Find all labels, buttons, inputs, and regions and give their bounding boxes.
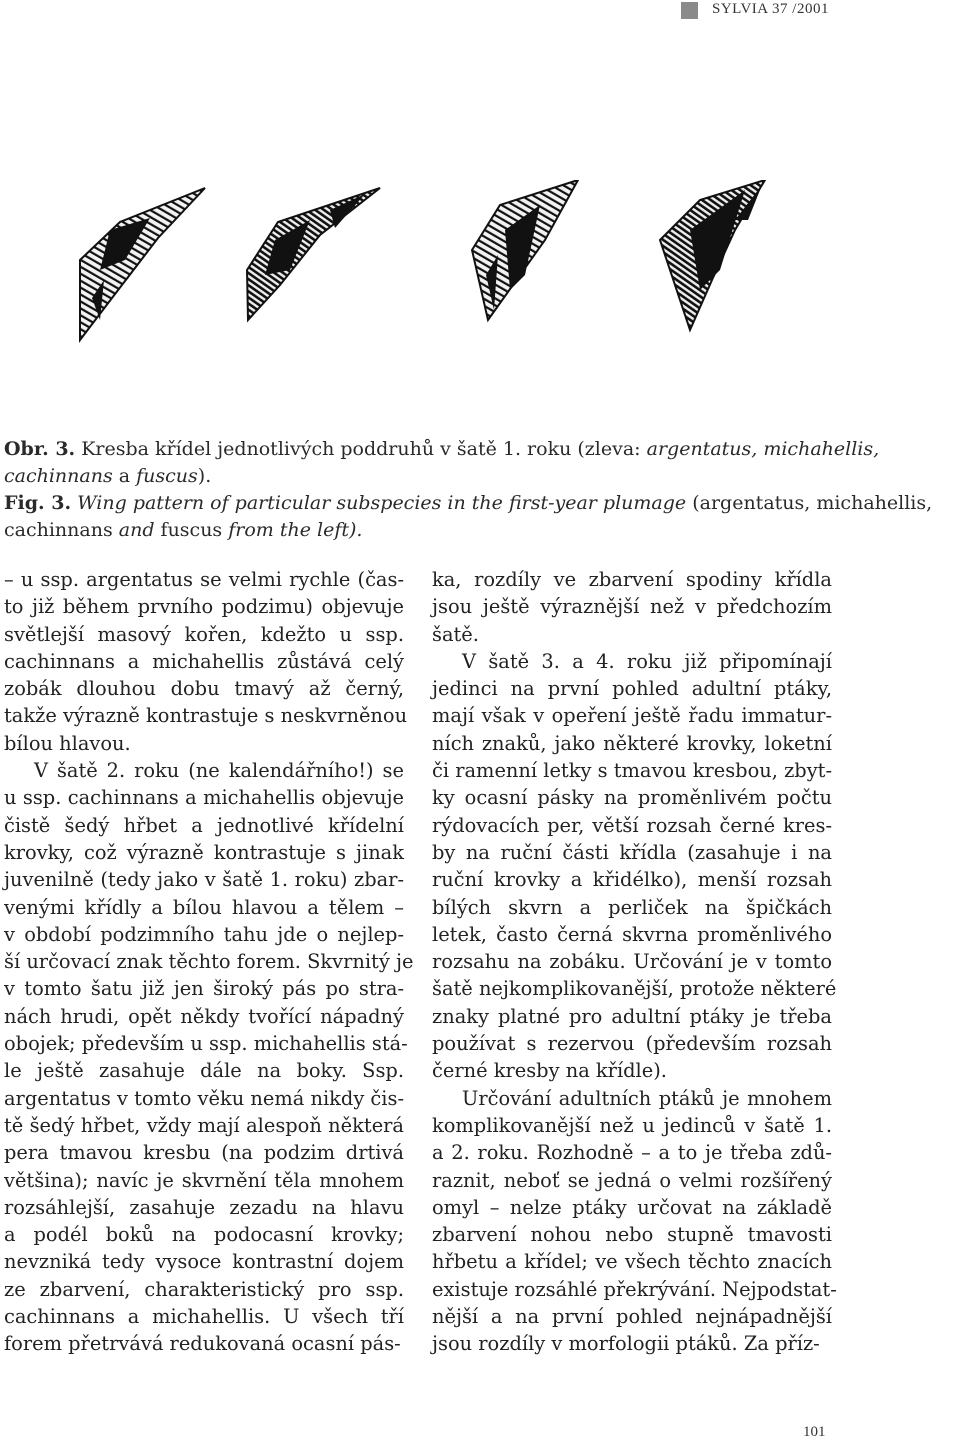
left-column <box>4 566 414 1358</box>
text-line: tě šedý hřbet, vždy mají alespoň některá <box>4 1113 404 1137</box>
wing-illustrations <box>0 180 960 410</box>
text-line: by na ruční části křídla (zasahuje i na <box>432 840 832 864</box>
text-line: v tomto šatu již jen široký pás po stra- <box>4 977 404 1001</box>
caption-czech-italic: cachinnans <box>4 465 113 487</box>
text-line: takže výrazně kontrastuje s neskvrněnou <box>4 704 408 728</box>
text-line: používat s rezervou (především rozsah <box>432 1032 832 1056</box>
text-line: krovky, což výrazně kontrastuje s jinak <box>4 840 404 864</box>
text-line: většina); navíc je skvrnění těla mnohem <box>4 1168 404 1192</box>
text-line: to již během prvního podzimu) objevuje <box>4 595 404 619</box>
wing-fuscus <box>660 180 765 330</box>
text-line: nevzniká tedy vysoce kontrastní dojem <box>4 1250 404 1274</box>
text-line: venými křídly a bílou hlavou a tělem – <box>4 895 404 919</box>
caption-english-italic: Wing pattern of particular subspecies in the first-year plumage <box>71 492 687 514</box>
wing-michahellis <box>247 188 380 320</box>
text-line: čistě šedý hřbet a jednotlivé křídelní <box>4 813 404 837</box>
text-line: komplikovanější než u jedinců v šatě 1. <box>432 1113 832 1137</box>
caption-english-text: fuscus <box>154 519 229 541</box>
text-line: rýdovacích per, větší rozsah černé kres- <box>432 813 832 837</box>
text-line: či ramenní letky s tmavou kresbou, zbyt- <box>432 759 833 783</box>
text-line: argentatus v tomto věku nemá nikdy čis- <box>4 1086 404 1110</box>
text-line: světlejší masový kořen, kdežto u ssp. <box>4 622 404 646</box>
text-line: černé kresby na křídle). <box>432 1059 667 1083</box>
wing-cachinnans <box>472 180 578 320</box>
text-line: Určování adultních ptáků je mnohem <box>462 1086 832 1110</box>
text-line: bílou hlavou. <box>4 731 131 755</box>
caption-english <box>4 490 934 544</box>
text-line: šatě. <box>432 622 479 646</box>
wing-figure <box>0 180 960 410</box>
text-line: jedinci na první pohled adultní ptáky, <box>432 677 832 701</box>
text-line: jsou rozdíly v morfologii ptáků. Za příz- <box>432 1332 820 1356</box>
caption-english-italic: and <box>118 519 155 541</box>
caption-czech-italic: argentatus, michahellis, <box>646 438 880 460</box>
text-line: nější a na první pohled nejnápadnější <box>432 1305 832 1329</box>
text-line: mají však v opeření ještě řadu immatur- <box>432 704 832 728</box>
text-line: znaky platné pro adultní ptáky je třeba <box>432 1004 832 1028</box>
text-line: V šatě 3. a 4. roku již připomínají <box>462 649 832 673</box>
right-column <box>432 566 837 1358</box>
caption-english-italic: from the left). <box>228 519 363 541</box>
caption-english-label: Fig. 3. <box>4 492 72 514</box>
caption-english-text: cachinnans <box>4 519 119 541</box>
figure-caption <box>4 436 934 544</box>
page-number: 101 <box>803 1424 826 1440</box>
wing-argentatus <box>80 188 205 340</box>
text-line: zbarvení nohou nebo stupně tmavosti <box>432 1223 832 1247</box>
text-line: u ssp. cachinnans a michahellis objevuje <box>4 786 404 810</box>
text-line: raznit, neboť se jedná o velmi rozšířený <box>432 1168 832 1192</box>
text-line: šatě nejkomplikovanější, protože některé <box>432 977 837 1001</box>
text-line: pera tmavou kresbu (na podzim drtivá <box>4 1141 404 1165</box>
text-line: ší určovací znak těchto forem. Skvrnitý je <box>4 950 414 974</box>
text-line: – u ssp. argentatus se velmi rychle (čas- <box>4 568 404 591</box>
text-line: ze zbarvení, charakteristický pro ssp. <box>4 1277 404 1301</box>
text-line: rozsáhlejší, zasahuje zezadu na hlavu <box>4 1195 404 1219</box>
text-line: a podél boků na podocasní krovky; <box>4 1223 404 1247</box>
text-line: forem přetrvává redukovaná ocasní pás- <box>4 1332 401 1356</box>
text-line: omyl – nelze ptáky určovat na základě <box>432 1195 832 1219</box>
text-line: jsou ještě výraznější než v předchozím <box>432 595 832 619</box>
text-line: juvenilně (tedy jako v šatě 1. roku) zbar- <box>4 868 404 892</box>
text-line: obojek; především u ssp. michahellis stá- <box>4 1032 408 1056</box>
caption-czech-text: Kresba křídel jednotlivých poddruhů v šatě 1. roku (zleva: <box>75 438 647 460</box>
caption-czech-text: ). <box>197 465 212 487</box>
text-line: rozsahu na zobáku. Určování je v tomto <box>432 950 832 974</box>
text-line: nách hrudi, opět někdy tvořící nápadný <box>4 1004 404 1028</box>
text-line: ka, rozdíly ve zbarvení spodiny křídla <box>432 568 832 591</box>
text-line: ních znaků, jako některé krovky, loketní <box>432 731 832 755</box>
text-line: le ještě zasahuje dále na boky. Ssp. <box>4 1059 404 1083</box>
text-line: bílých skvrn a perliček na špičkách <box>432 895 832 919</box>
text-line: zobák dlouhou dobu tmavý až černý, <box>4 677 404 701</box>
text-line: v období podzimního tahu jde o nejlep- <box>4 922 404 946</box>
text-line: ky ocasní pásky na proměnlivém počtu <box>432 786 832 810</box>
text-line: cachinnans a michahellis. U všech tří <box>4 1305 404 1329</box>
caption-czech-label: Obr. 3. <box>4 438 76 460</box>
text-line: hřbetu a křídel; ve všech těchto znacích <box>432 1250 832 1274</box>
header-marker <box>681 2 698 19</box>
caption-czech-text: a <box>112 465 137 487</box>
journal-header: SYLVIA 37 /2001 <box>712 1 829 17</box>
text-line: ruční krovky a křidélko), menší rozsah <box>432 868 832 892</box>
caption-czech <box>4 436 934 490</box>
text-line: V šatě 2. roku (ne kalendářního!) se <box>34 759 404 783</box>
text-line: cachinnans a michahellis zůstává celý <box>4 649 404 673</box>
text-line: a 2. roku. Rozhodně – a to je třeba zdů- <box>432 1141 832 1165</box>
caption-english-text: (argentatus, michahellis, <box>686 492 933 514</box>
text-line: existuje rozsáhlé překrývání. Nejpodstat- <box>432 1277 837 1301</box>
caption-czech-italic: fuscus <box>136 465 198 487</box>
text-line: letek, často černá skvrna proměnlivého <box>432 922 832 946</box>
